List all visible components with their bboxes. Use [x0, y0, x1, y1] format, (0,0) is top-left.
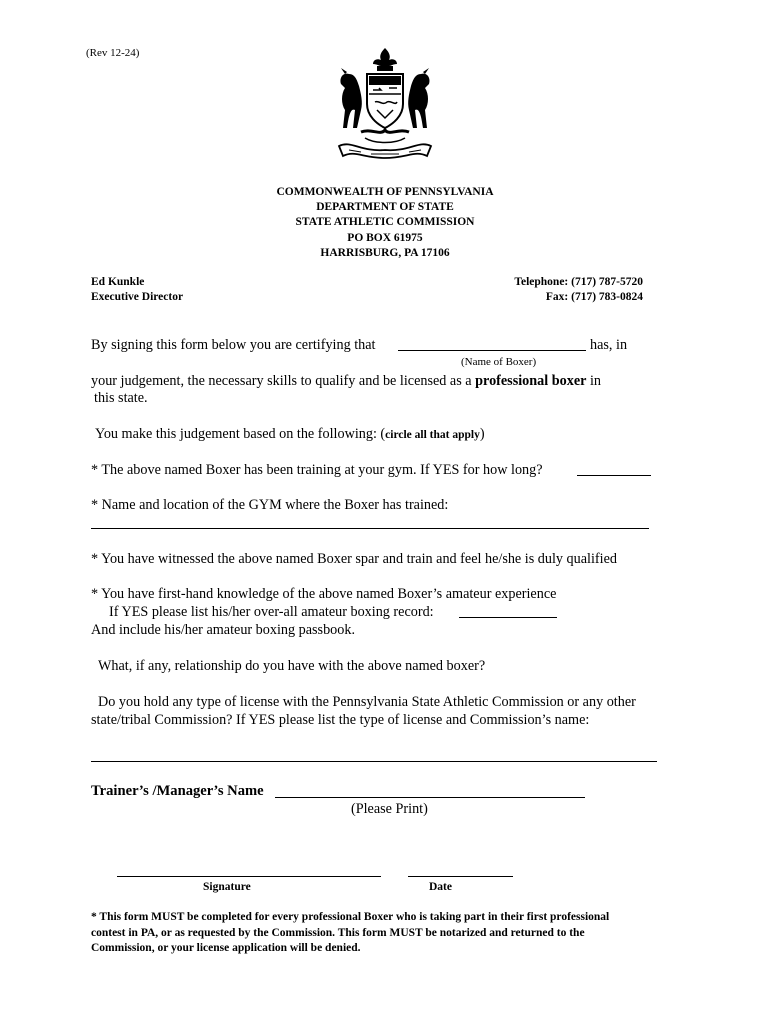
question-license-b: state/tribal Commission? If YES please list the type of license and Commission’s name: — [91, 712, 590, 728]
date-field[interactable] — [408, 876, 513, 877]
footer-notice-line3: Commission, or your license application will be denied. — [91, 942, 361, 954]
boxer-name-field[interactable] — [398, 350, 586, 351]
pennsylvania-seal-icon — [331, 44, 439, 162]
training-duration-field[interactable] — [577, 475, 651, 476]
footer-notice-line2: contest in PA, or as requested by the Commission. This form MUST be notarized and returned to the — [91, 926, 585, 939]
question-relationship: What, if any, relationship do you have with the above named boxer? — [98, 658, 486, 674]
question-training: * The above named Boxer has been training at your gym. If YES for how long? — [91, 462, 543, 478]
amateur-record-field[interactable] — [459, 617, 557, 618]
intro-text-a: By signing this form below you are certifying that — [91, 337, 376, 353]
fax: Fax: (717) 783-0824 — [545, 291, 643, 304]
question-license: Do you hold any type of license with the Pennsylvania State Athletic Commission or any other — [98, 694, 636, 710]
intro-text-c: your judgement, the necessary skills to qualify and be licensed as a professional boxer in — [91, 373, 602, 389]
passbook-note: And include his/her amateur boxing passbook. — [91, 622, 355, 638]
license-details-field[interactable] — [91, 761, 657, 762]
name-of-boxer-caption: (Name of Boxer) — [461, 356, 537, 368]
circle-all-note: circle all that apply — [385, 429, 480, 441]
trainer-name-field[interactable] — [275, 797, 585, 798]
intro-text-d: this state. — [94, 390, 148, 406]
question-gym: * Name and location of the GYM where the Boxer has trained: — [91, 497, 449, 513]
gym-location-field[interactable] — [91, 528, 649, 529]
professional-boxer-emphasis: professional boxer — [475, 373, 587, 389]
revision-label: (Rev 12-24) — [86, 47, 140, 59]
question-amateur-record: If YES please list his/her over-all amateur boxing record: — [109, 604, 434, 620]
header-po-box: PO BOX 61975 — [347, 231, 423, 244]
director-title: Executive Director — [91, 291, 184, 304]
question-witnessed: * You have witnessed the above named Boxer spar and train and feel he/she is duly qualified — [91, 551, 617, 567]
please-print-caption: (Please Print) — [351, 801, 428, 817]
judgement-text: You make this judgement based on the following: (circle all that apply) — [95, 426, 485, 442]
footer-notice-line1: * This form MUST be completed for every professional Boxer who is taking part in their first professional — [91, 911, 610, 923]
signature-label: Signature — [203, 881, 251, 893]
date-label: Date — [429, 881, 452, 893]
intro-text-b: has, in — [590, 337, 628, 353]
director-name: Ed Kunkle — [91, 276, 145, 288]
telephone: Telephone: (717) 787-5720 — [514, 276, 643, 288]
header-commission: STATE ATHLETIC COMMISSION — [295, 216, 475, 229]
trainer-name-label: Trainer’s /Manager’s Name — [91, 783, 264, 799]
header-commonwealth: COMMONWEALTH OF PENNSYLVANIA — [276, 186, 494, 198]
header-department: DEPARTMENT OF STATE — [316, 201, 454, 214]
header-city: HARRISBURG, PA 17106 — [320, 246, 450, 259]
question-amateur-experience: * You have first-hand knowledge of the above named Boxer’s amateur experience — [91, 586, 557, 602]
signature-field[interactable] — [117, 876, 381, 877]
